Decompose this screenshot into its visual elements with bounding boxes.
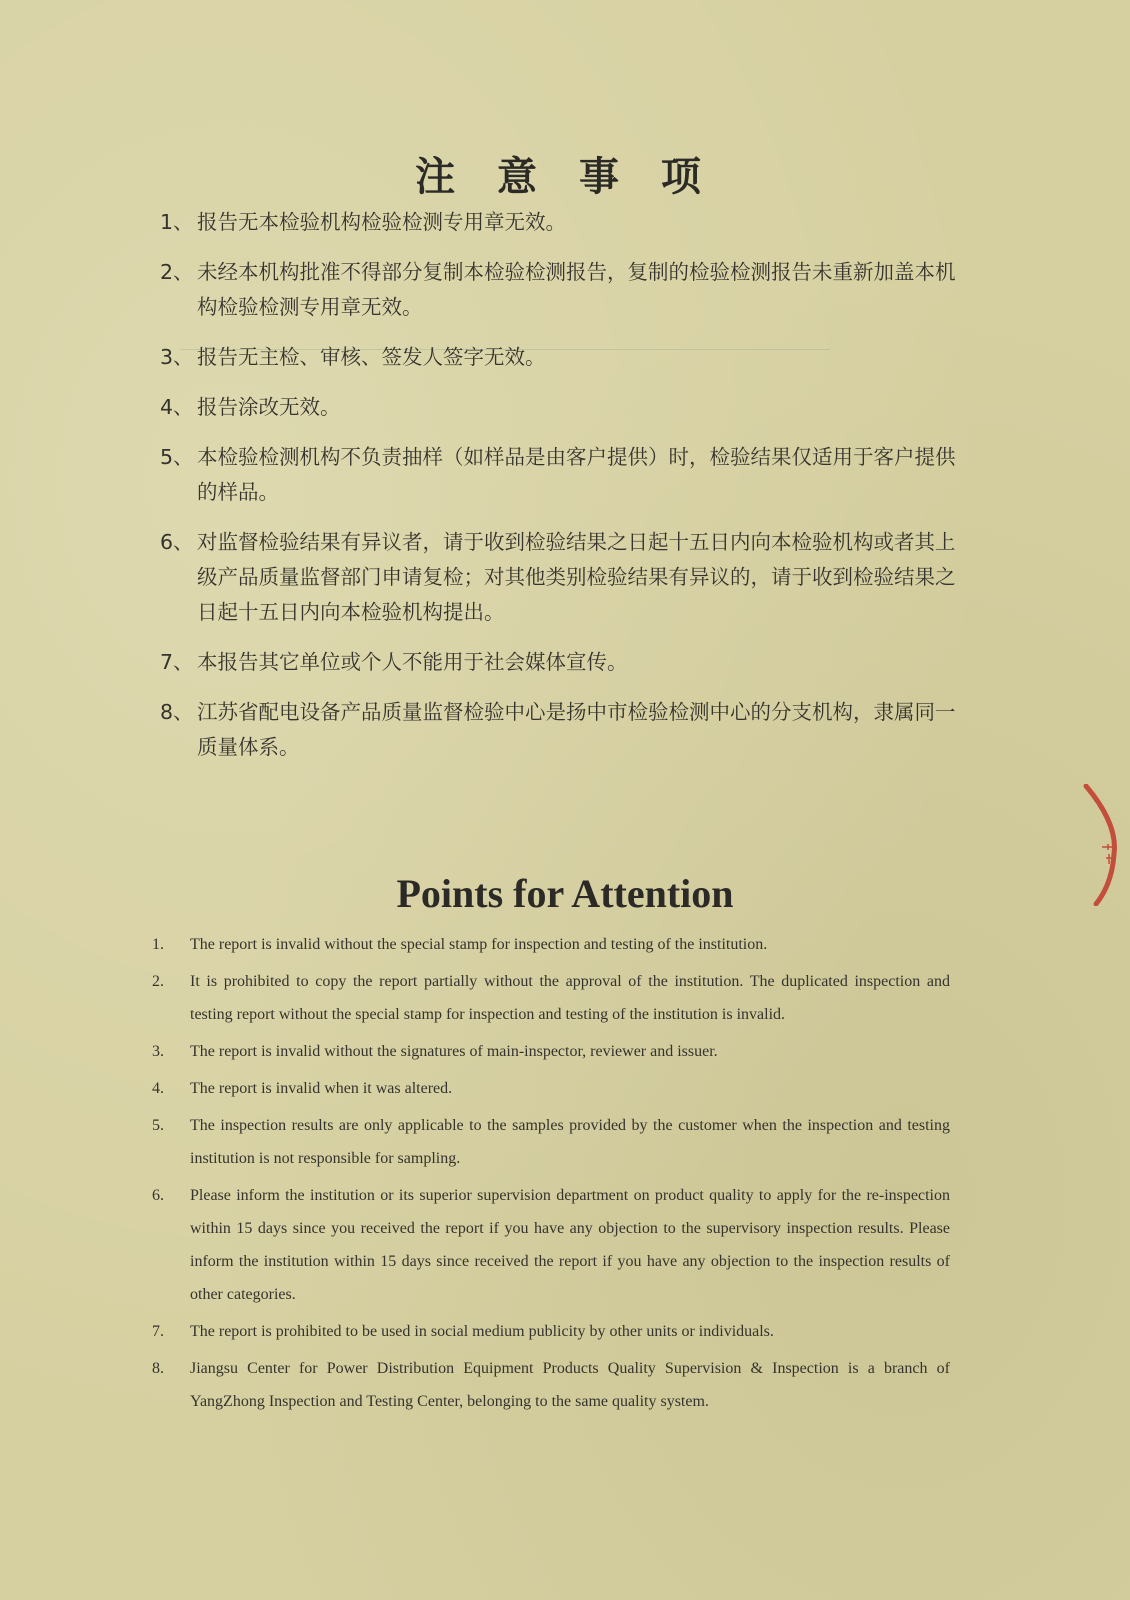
- chinese-notice-item: [160, 340, 960, 375]
- item-text: The report is invalid without the special stamp for inspection and testing of the institution.: [190, 936, 768, 953]
- item-text: 本检验检测机构不负责抽样（如样品是由客户提供）时，检验结果仅适用于客户提供的样品。: [197, 445, 956, 504]
- item-text: The report is invalid when it was altered.: [190, 1080, 453, 1097]
- item-number: 7、: [160, 650, 194, 674]
- item-text: 未经本机构批准不得部分复制本检验检测报告，复制的检验检测报告未重新加盖本机构检验检测专用章无效。: [197, 260, 956, 319]
- item-number: 5.: [152, 1117, 164, 1134]
- item-text: Jiangsu Center for Power Distribution Equipment Products Quality Supervision & Inspection is a branch of YangZhong Inspection and Testing Center, belonging to the same quality system.: [190, 1360, 950, 1410]
- english-notice-item: [152, 1072, 950, 1105]
- chinese-notice-item: [160, 390, 960, 425]
- english-notice-item: [152, 928, 950, 961]
- item-text: 本报告其它单位或个人不能用于社会媒体宣传。: [197, 650, 628, 674]
- item-number: 3.: [152, 1043, 164, 1060]
- item-text: The inspection results are only applicable to the samples provided by the customer when the inspection and testing institution is not responsible for sampling.: [190, 1117, 950, 1167]
- chinese-notice-item: [160, 645, 960, 680]
- english-notice-item: [152, 1109, 950, 1175]
- item-text: 对监督检验结果有异议者，请于收到检验结果之日起十五日内向本检验机构或者其上级产品质量监督部门申请复检；对其他类别检验结果有异议的，请于收到检验结果之日起十五日内向本检验机构提出。: [197, 530, 956, 624]
- item-number: 4、: [160, 395, 194, 419]
- item-number: 6.: [152, 1187, 164, 1204]
- item-number: 1.: [152, 936, 164, 953]
- item-text: 报告涂改无效。: [197, 395, 341, 419]
- item-number: 3、: [160, 345, 194, 369]
- english-notice-list: [152, 928, 950, 1422]
- item-number: 4.: [152, 1080, 164, 1097]
- item-number: 6、: [160, 530, 194, 554]
- item-text: 报告无本检验机构检验检测专用章无效。: [197, 210, 566, 234]
- item-text: The report is prohibited to be used in social medium publicity by other units or individuals.: [190, 1323, 774, 1340]
- item-number: 2.: [152, 973, 164, 990]
- english-notice-item: [152, 1179, 950, 1311]
- item-text: 江苏省配电设备产品质量监督检验中心是扬中市检验检测中心的分支机构，隶属同一质量体系。: [197, 700, 956, 759]
- item-number: 7.: [152, 1323, 164, 1340]
- english-notice-item: [152, 1035, 950, 1068]
- chinese-notice-item: [160, 255, 960, 325]
- item-text: Please inform the institution or its superior supervision department on product quality to apply for the re-inspection within 15 days since you received the report if you have any objection to the supervisory inspection results. Please inform the institution within 15 days since received the report if you have any objection to the inspection results of other categories.: [190, 1187, 950, 1303]
- item-text: 报告无主检、审核、签发人签字无效。: [197, 345, 546, 369]
- item-number: 8.: [152, 1360, 164, 1377]
- english-notice-item: [152, 1315, 950, 1348]
- chinese-notice-item: [160, 205, 960, 240]
- item-number: 5、: [160, 445, 194, 469]
- item-number: 8、: [160, 700, 194, 724]
- english-notice-item: [152, 1352, 950, 1418]
- item-text: It is prohibited to copy the report partially without the approval of the institution. The duplicated inspection and testing report without the special stamp for inspection and testing of the institution is invalid.: [190, 973, 950, 1023]
- english-notice-item: [152, 965, 950, 1031]
- red-seal-fragment-icon: [1078, 784, 1122, 906]
- item-number: 2、: [160, 260, 194, 284]
- chinese-notice-list: [160, 205, 960, 780]
- english-title: Points for Attention: [396, 871, 734, 916]
- chinese-title: 注 意 事 项: [415, 154, 715, 200]
- item-number: 1、: [160, 210, 194, 234]
- chinese-notice-item: [160, 525, 960, 630]
- chinese-notice-item: [160, 695, 960, 765]
- chinese-notice-item: [160, 440, 960, 510]
- item-text: The report is invalid without the signatures of main-inspector, reviewer and issuer.: [190, 1043, 718, 1060]
